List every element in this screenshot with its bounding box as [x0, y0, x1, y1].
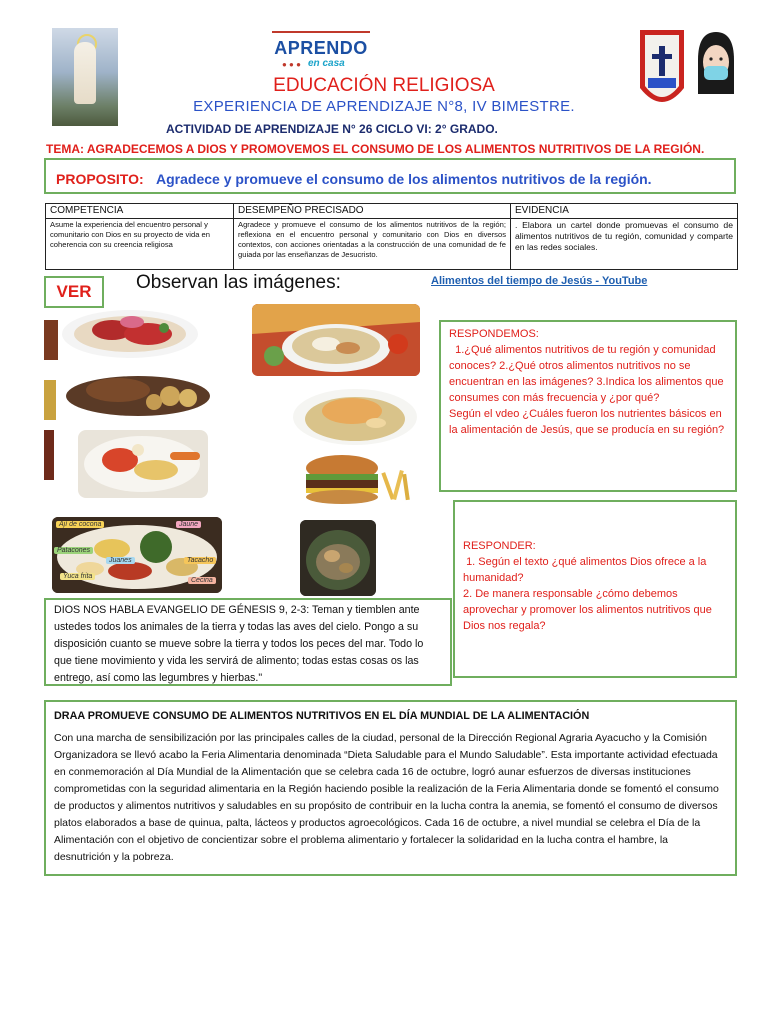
observan-heading: Observan las imágenes: — [136, 272, 341, 293]
responder-question-2: 2. De manera responsable ¿cómo debemos aprovechar y promover los alimentos nutritivos que Dios nos regala? — [463, 588, 712, 632]
responder-title: RESPONDER: — [463, 540, 536, 552]
tag-cecina: Cecina — [188, 577, 216, 584]
logo-subtext: en casa — [308, 58, 345, 69]
tag-tacacho: Tacacho — [184, 557, 216, 564]
header-desempeno: DESEMPEÑO PRECISADO — [234, 204, 511, 219]
respondemos-box — [439, 320, 737, 492]
logo-dots: ● ● ● — [282, 60, 301, 69]
respondemos-video-question: Según el vdeo ¿Cuáles fueron los nutrientes básicos en la alimentación de Jesús, que se producía en su región? — [449, 408, 725, 436]
news-article-box — [44, 700, 737, 876]
table-row — [46, 219, 738, 270]
cell-evidencia: . Elabora un cartel donde promuevas el consumo de alimentos nutritivos de tu región, comunidad y comparte en las redes sociales. — [511, 219, 738, 270]
food-edge-image — [44, 320, 58, 480]
cell-competencia: Asume la experiencia del encuentro personal y comunitario con Dios en su proyecto de vida en coherencia con su creencia religiosa — [46, 219, 234, 270]
header-evidencia: EVIDENCIA — [511, 204, 738, 219]
chicken-quinoa-image — [290, 385, 420, 447]
proposito-box — [44, 158, 736, 194]
logo-line — [272, 31, 370, 33]
respondemos-title: RESPONDEMOS: — [449, 328, 539, 340]
responder-question-1: 1. Según el texto ¿qué alimentos Dios ofrece a la humanidad? — [463, 556, 710, 584]
experience-subtitle: EXPERIENCIA DE APRENDIZAJE N°8, IV BIMESTRE. — [193, 98, 575, 115]
table-header-row — [46, 204, 738, 219]
tag-patacones: Patacones — [54, 547, 93, 554]
article-title: DRAA PROMUEVE CONSUMO DE ALIMENTOS NUTRITIVOS EN EL DÍA MUNDIAL DE LA ALIMENTACIÓN — [54, 710, 590, 722]
course-title: EDUCACIÓN RELIGIOSA — [273, 75, 495, 96]
activity-line: ACTIVIDAD DE APRENDIZAJE N° 26 CICLO VI: 2° GRADO. — [166, 122, 498, 136]
responder-box — [453, 500, 737, 678]
cell-desempeno: Agradece y promueve el consumo de los alimentos nutritivos de la región; reflexiona en el encuentro personal y comunitario con Dios en diversos contextos, con acciones orientadas a la construcción de una comunidad de fe guiada por las enseñanzas de Jesucristo. — [234, 219, 511, 270]
proposito-text: Agradece y promueve el consumo de los alimentos nutritivos de la región. — [156, 171, 652, 187]
tag-yuca-frita: Yuca frita — [60, 573, 95, 580]
youtube-video-link[interactable]: Alimentos del tiempo de Jesús - YouTube — [431, 275, 648, 287]
soup-table-image — [252, 304, 420, 376]
competencia-table — [45, 203, 738, 270]
ver-box: VER — [44, 276, 104, 308]
respondemos-questions: 1.¿Qué alimentos nutritivos de tu región y comunidad conoces? 2.¿Qué otros alimentos nutritivos no se encuentran en las imágenes? 3.Indica los alimentos que consumes con más frecuencia y ¿por qué? — [449, 344, 727, 404]
ceviche-plate-image — [60, 304, 200, 360]
amazon-dishes-image — [52, 517, 222, 593]
tema-line: TEMA: AGRADECEMOS A DIOS Y PROMOVEMOS EL CONSUMO DE LOS ALIMENTOS NUTRITIVOS DE LA REGIÓN. — [46, 142, 705, 156]
pachamanca-image — [300, 520, 376, 596]
genesis-passage-box: DIOS NOS HABLA EVANGELIO DE GÉNESIS 9, 2-3: Teman y tiemblen ante ustedes todos los animales de la tierra y todas las aves del cielo. Pongo a su disposición cuanto se mueve sobre la tierra y todos los peces del mar. Todo lo que tiene movimiento y vida les servirá de alimento; todas estas cosas os las entrego, así como las legumbres y hierbas." — [44, 598, 452, 686]
proposito-label: PROPOSITO: — [56, 171, 144, 187]
header-competencia: COMPETENCIA — [46, 204, 234, 219]
logo-word: APRENDO — [274, 38, 368, 58]
hamburger-fries-image — [290, 452, 418, 506]
roast-meat-image — [62, 368, 212, 418]
article-body: Con una marcha de sensibilización por las principales calles de la ciudad, personal de la Dirección Regional Agraria Ayacucho y la Comisión Organizadora se llevó acabo la Feria Alimentaria denominada “Dieta Saludable para el Mundo Saludable”. Esta importante actividad efectuada en conmemoración al Día Mundial de la Alimentación que se celebra cada 16 de octubre, logró aunar esfuerzos de diversas instituciones comprometidas con la seguridad alimentaria en la Región haciendo posible la realización de la Feria Alimentaria donde se fomentó el consumo de productos y alimentos nutritivos y saludables en su propósito de contribuir en la lucha contra la anemia, se fomentó el consumo de diversos platos elaborados a base de quinua, palta, lácteos y productos agroecológicos. Cada 16 de octubre, a nivel mundial se celebra el Día de la Alimentación con el objetivo de concientizar sobre el problema alimentario y fortalecer la solidaridad en la lucha contra el hambre, la desnutrición y la pobreza. — [54, 732, 719, 863]
aprendo-en-casa-logo — [268, 28, 374, 74]
tag-aji-de-cocona: Ají de cocona — [56, 521, 104, 528]
tag-juanes: Juanes — [106, 557, 135, 564]
mixed-plate-image — [78, 430, 208, 498]
tag-jaune: Jaune — [176, 521, 201, 528]
